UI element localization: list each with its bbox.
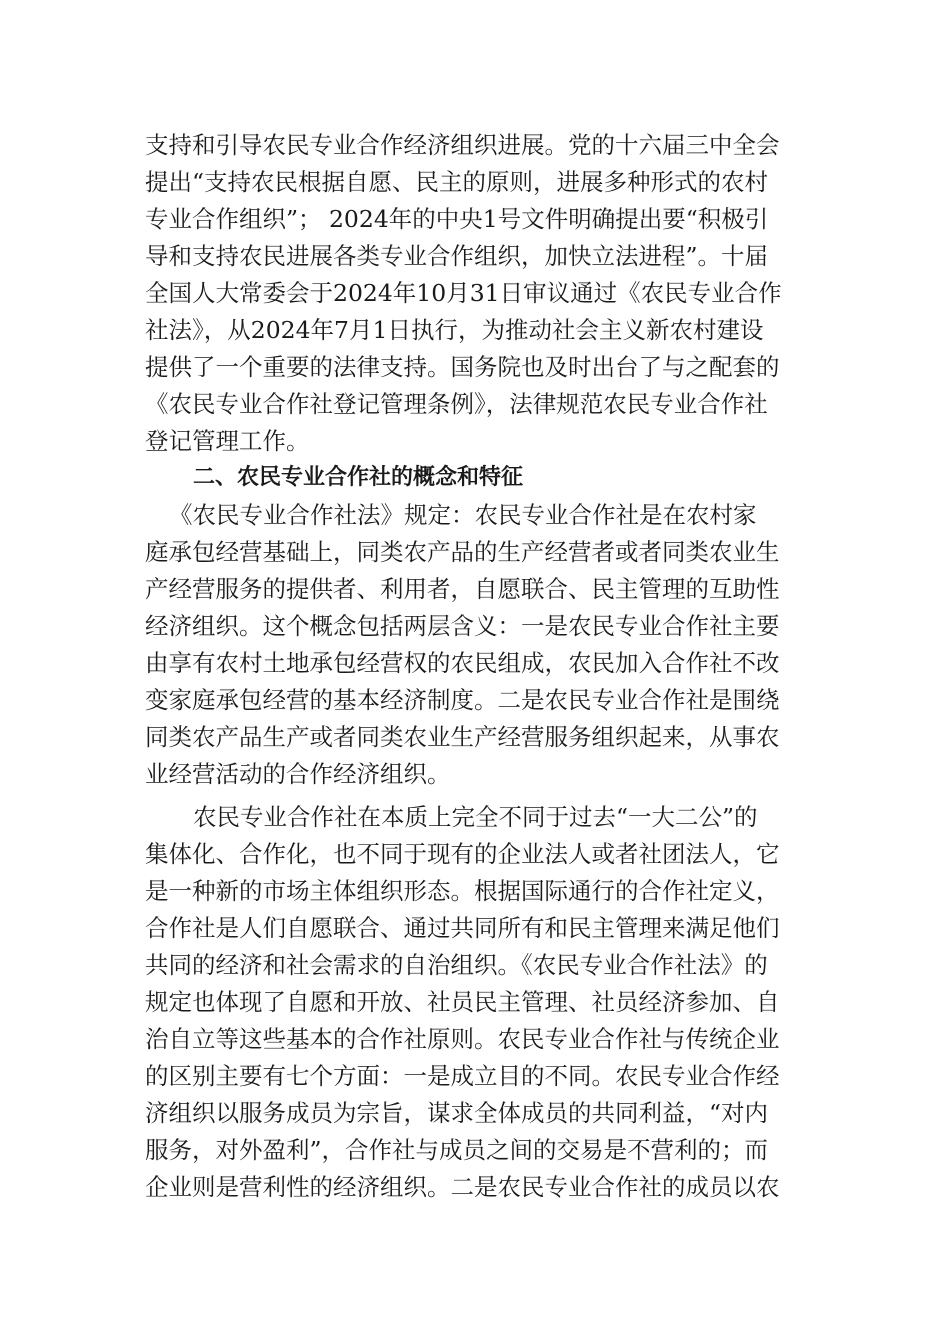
body-text-line: 导和支持农民进展各类专业合作组织，加快立法进程”。十届: [145, 242, 769, 270]
body-text-line: 企业则是营利性的经济组织。二是农民专业合作社的成员以农: [145, 1173, 780, 1201]
body-text-line: 《农民专业合作社法》规定：农民专业合作社是在农村家: [169, 501, 757, 529]
body-text-line: 同类农产品生产或者同类农业生产经营服务组织起来，从事农: [145, 723, 780, 751]
body-text-line: 规定也体现了自愿和开放、社员民主管理、社员经济参加、自: [145, 988, 780, 1016]
body-text-line: 庭承包经营基础上，同类农产品的生产经营者或者同类农业生: [145, 538, 780, 566]
body-text-line: 提供了一个重要的法律支持。国务院也及时出台了与之配套的: [145, 353, 780, 381]
body-text-line: 产经营服务的提供者、利用者，自愿联合、民主管理的互助性: [145, 575, 780, 603]
body-text-line: 经济组织。这个概念包括两层含义：一是农民专业合作社主要: [145, 612, 780, 640]
body-text-line: 社法》，从2024年7月1日执行，为推动社会主义新农村建设: [145, 316, 764, 344]
body-text-line: 提出“支持农民根据自愿、民主的原则，进展多种形式的农村: [145, 168, 769, 196]
body-text-line: 支持和引导农民专业合作经济组织进展。党的十六届三中全会: [145, 131, 780, 159]
body-text-line: 治自立等这些基本的合作社原则。农民专业合作社与传统企业: [145, 1025, 780, 1053]
body-text-line: 由享有农村土地承包经营权的农民组成，农民加入合作社不改: [145, 649, 780, 677]
body-text-line: 济组织以服务成员为宗旨，谋求全体成员的共同利益，“对内: [145, 1099, 769, 1127]
body-text-line: 专业合作组织”； 2024年的中央1号文件明确提出要“积极引: [145, 205, 769, 233]
body-text-line: 集体化、合作化，也不同于现有的企业法人或者社团法人，它: [145, 840, 780, 868]
body-text-line: 《农民专业合作社登记管理条例》，法律规范农民专业合作社: [145, 390, 768, 418]
section-heading: 二、农民专业合作社的概念和特征: [193, 465, 524, 490]
body-text-line: 合作社是人们自愿联合、通过共同所有和民主管理来满足他们: [145, 914, 780, 942]
body-text-line: 农民专业合作社在本质上完全不同于过去“一大二公”的: [193, 803, 758, 831]
body-text-line: 登记管理工作。: [145, 427, 310, 455]
body-text-line: 服务，对外盈利”，合作社与成员之间的交易是不营利的；而: [145, 1136, 769, 1164]
body-text-line: 变家庭承包经营的基本经济制度。二是农民专业合作社是围绕: [145, 686, 780, 714]
body-text-line: 全国人大常委会于2024年10月31日审议通过《农民专业合作: [145, 279, 782, 307]
body-text-line: 共同的经济和社会需求的自治组织。《农民专业合作社法》的: [145, 951, 768, 979]
body-text-line: 的区别主要有七个方面：一是成立目的不同。农民专业合作经: [145, 1062, 780, 1090]
body-text-line: 业经营活动的合作经济组织。: [145, 760, 451, 788]
body-text-line: 是一种新的市场主体组织形态。根据国际通行的合作社定义，: [145, 877, 780, 905]
